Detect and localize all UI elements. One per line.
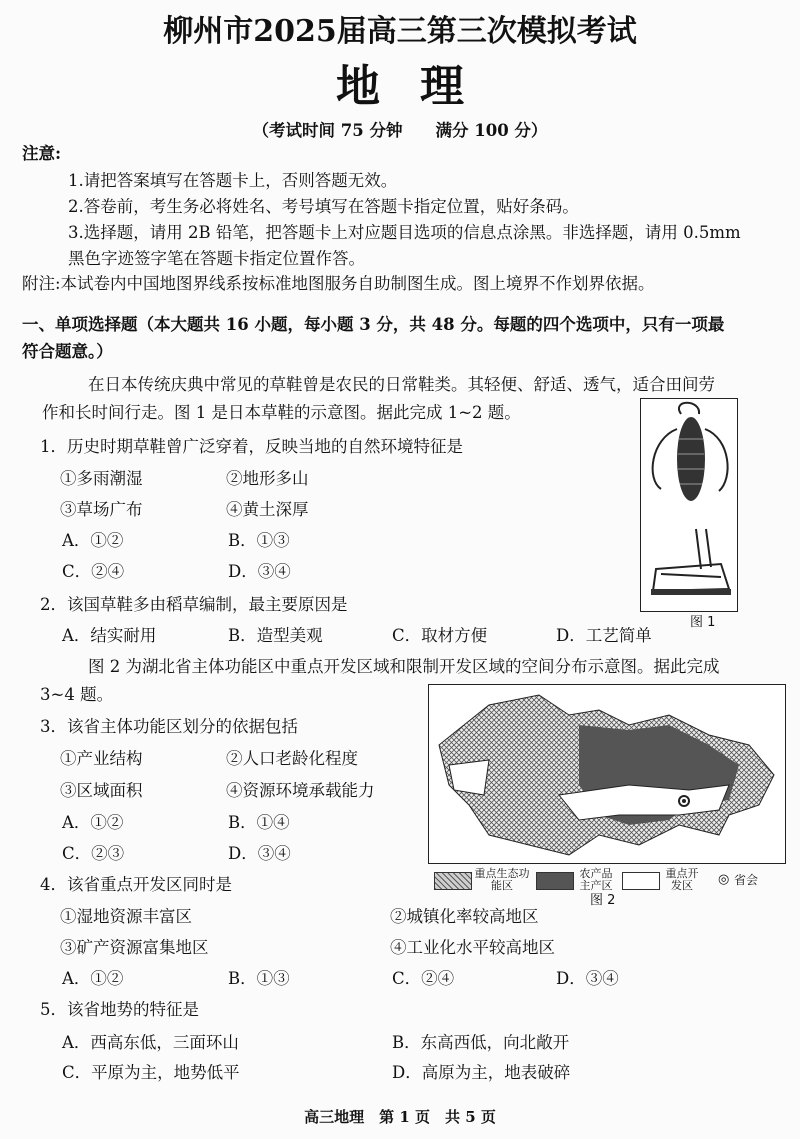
appendix-note: 附注:本试卷内中国地图界线系按标准地图服务自助制图生成。图上境界不作划界依据。: [22, 274, 655, 293]
figure-2-caption: 图 2: [590, 893, 616, 908]
q4-option-b: B．①③: [228, 969, 290, 988]
exam-time-info: （考试时间 75 分钟 满分 100 分）: [252, 121, 548, 140]
q1-option-b: B．①③: [228, 531, 290, 550]
page-footer: 高三地理 第 1 页 共 5 页: [304, 1108, 496, 1126]
q2-option-d: D．工艺简单: [556, 626, 652, 645]
q3-item: ①产业结构: [60, 749, 143, 768]
q3-item: ③区域面积: [60, 781, 143, 800]
straw-sandal-illustration: [641, 399, 737, 611]
question-3-stem: 3．该省主体功能区划分的依据包括: [40, 717, 298, 736]
q1-item: ④黄土深厚: [226, 500, 309, 519]
passage-1: 在日本传统庆典中常见的草鞋曾是农民的日常鞋类。其轻便、舒适、透气，适合田间劳: [88, 375, 715, 394]
q1-item: ①多雨潮湿: [60, 469, 143, 488]
q1-item: ③草场广布: [60, 500, 143, 519]
q4-option-d: D．③④: [556, 969, 619, 988]
question-2-stem: 2．该国草鞋多由稻草编制，最主要原因是: [40, 595, 348, 614]
q4-item: ④工业化水平较高地区: [390, 938, 555, 957]
legend-agricultural: 农产品主产区: [579, 867, 613, 892]
q4-item: ③矿产资源富集地区: [60, 938, 209, 957]
q5-option-a: A．西高东低，三面环山: [62, 1033, 239, 1052]
q2-option-c: C．取材方便: [392, 626, 488, 645]
passage-2: 图 2 为湖北省主体功能区中重点开发区域和限制开发区域的空间分布示意图。据此完成: [88, 657, 720, 676]
notice-label: 注意:: [22, 144, 62, 163]
legend-development: 重点开发区: [665, 867, 699, 892]
question-5-stem: 5．该省地势的特征是: [40, 1000, 199, 1019]
q3-option-a: A．①②: [62, 813, 124, 832]
figure-2-hubei-map: [428, 684, 786, 864]
section-title-cont: 符合题意。）: [22, 342, 113, 361]
question-1-stem: 1．历史时期草鞋曾广泛穿着，反映当地的自然环境特征是: [40, 437, 463, 456]
legend-ecological: 重点生态功能区: [474, 867, 530, 892]
passage-2-cont: 3~4 题。: [40, 685, 114, 704]
figure-1-caption: 图 1: [690, 615, 716, 630]
legend-capital: 省会: [734, 873, 759, 887]
q3-item: ④资源环境承载能力: [226, 781, 375, 800]
notice-item: 黑色字迹签字笔在答题卡指定位置作答。: [68, 249, 365, 268]
q1-option-a: A．①②: [62, 531, 124, 550]
hubei-function-zone-map: [429, 685, 785, 863]
q2-option-b: B．造型美观: [228, 626, 323, 645]
section-title: 一、单项选择题（本大题共 16 小题，每小题 3 分，共 48 分。每题的四个选项中，只有一项最: [22, 315, 725, 334]
notice-item: 3.选择题，请用 2B 铅笔，把答题卡上对应题目选项的信息点涂黑。非选择题，请用 0.5mm: [68, 223, 741, 242]
notice-item: 1.请把答案填写在答题卡上，否则答题无效。: [68, 171, 398, 190]
q1-item: ②地形多山: [226, 469, 309, 488]
q1-option-d: D．③④: [228, 562, 291, 581]
q3-option-d: D．③④: [228, 844, 291, 863]
q2-option-a: A．结实耐用: [62, 626, 157, 645]
q4-option-a: A．①②: [62, 969, 124, 988]
notice-item: 2.答卷前，考生务必将姓名、考号填写在答题卡指定位置，贴好条码。: [68, 197, 579, 216]
passage-1-cont: 作和长时间行走。图 1 是日本草鞋的示意图。据此完成 1~2 题。: [42, 403, 521, 422]
q3-option-c: C．②③: [62, 844, 125, 863]
q4-item: ①湿地资源丰富区: [60, 907, 192, 926]
q3-item: ②人口老龄化程度: [226, 749, 358, 768]
subject-title: 地理: [336, 61, 504, 112]
legend-capital-icon: ◎: [718, 872, 730, 887]
question-4-stem: 4．该省重点开发区同时是: [40, 875, 232, 894]
q4-item: ②城镇化率较高地区: [390, 907, 539, 926]
q3-option-b: B．①④: [228, 813, 290, 832]
q5-option-b: B．东高西低，向北敞开: [392, 1033, 570, 1052]
q5-option-c: C．平原为主，地势低平: [62, 1063, 240, 1082]
exam-title: 柳州市2025届高三第三次模拟考试: [163, 14, 637, 49]
legend-swatch-development: [622, 872, 660, 890]
q4-option-c: C．②④: [392, 969, 455, 988]
legend-swatch-agricultural: [536, 872, 574, 890]
q5-option-d: D．高原为主，地表破碎: [392, 1063, 571, 1082]
figure-1-straw-sandal: [640, 398, 738, 612]
legend-swatch-ecological: [434, 872, 472, 890]
q1-option-c: C．②④: [62, 562, 125, 581]
